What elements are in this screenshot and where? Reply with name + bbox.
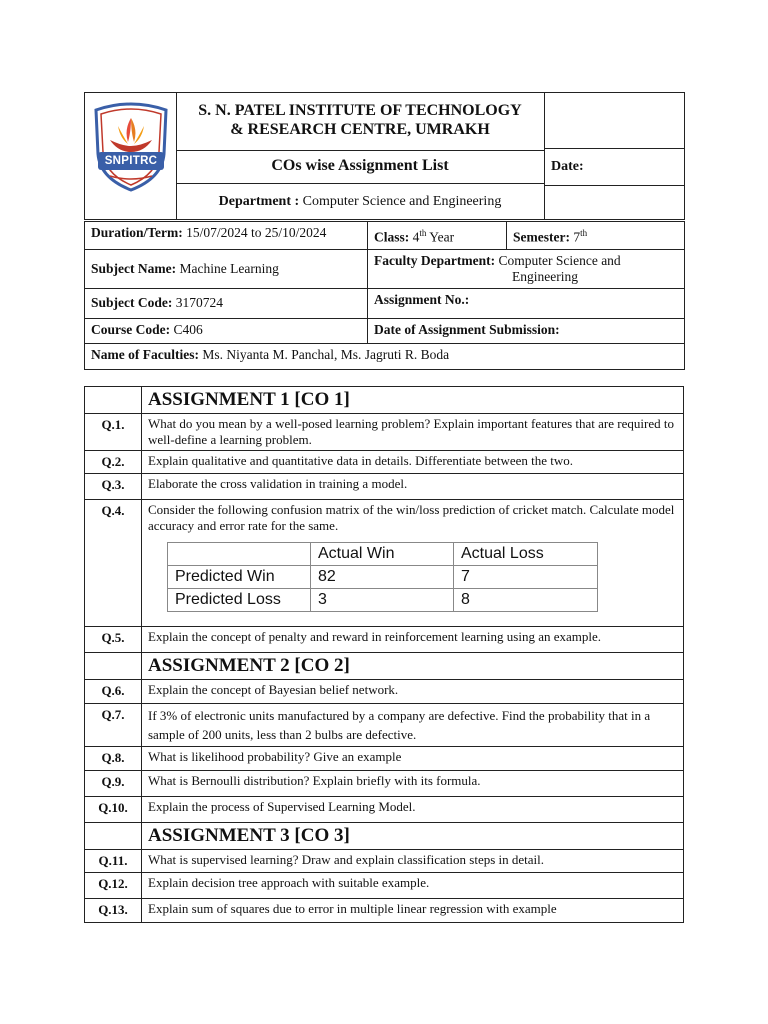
assignment-table xyxy=(84,386,684,923)
faculty-dept-label: Faculty Department: xyxy=(374,252,496,268)
duration-label: Duration/Term: xyxy=(91,225,183,240)
subject-name-cell xyxy=(85,249,368,288)
divider xyxy=(544,92,545,220)
question-text: What is Bernoulli distribution? Explain briefly with its formula. xyxy=(142,771,684,797)
question-text: Explain the concept of penalty and reward in reinforcement learning using an example. xyxy=(142,627,684,653)
question-number: Q.9. xyxy=(85,771,142,797)
subject-code-value: 3170724 xyxy=(175,295,223,310)
question-row xyxy=(85,899,684,923)
question-number: Q.5. xyxy=(85,627,142,653)
course-info-table xyxy=(84,221,685,370)
question-row xyxy=(85,451,684,474)
assignment-heading: ASSIGNMENT 2 [CO 2] xyxy=(142,653,684,680)
assignment-no-label: Assignment No.: xyxy=(374,291,470,307)
institute-name xyxy=(176,101,544,139)
duration-cell xyxy=(85,222,368,250)
question-text: What do you mean by a well-posed learning problem? Explain important features that are required to well-define a learning problem. xyxy=(142,414,684,451)
department-label: Department : xyxy=(218,194,300,209)
faculty-dept-cell xyxy=(368,249,685,288)
question-number: Q.7. xyxy=(85,704,142,747)
logo-text: SNPITRC xyxy=(104,155,158,167)
duration-value: 15/07/2024 to 25/10/2024 xyxy=(186,225,327,240)
divider xyxy=(544,185,685,186)
question-number: Q.6. xyxy=(85,680,142,704)
department-value: Computer Science and Engineering xyxy=(302,194,502,209)
question-text: Explain sum of squares due to error in multiple linear regression with example xyxy=(142,899,684,923)
question-text: Elaborate the cross validation in training a model. xyxy=(142,474,684,500)
faculties-label: Name of Faculties: xyxy=(91,346,199,362)
empty-cell xyxy=(85,387,142,414)
question-number: Q.12. xyxy=(85,873,142,899)
subject-code-label: Subject Code: xyxy=(91,295,173,310)
question-row xyxy=(85,627,684,653)
faculties-cell xyxy=(85,343,685,369)
question-number: Q.2. xyxy=(85,451,142,474)
empty-cell xyxy=(85,823,142,850)
question-row xyxy=(85,850,684,873)
class-sup: th xyxy=(419,228,427,238)
matrix-cell: 8 xyxy=(454,589,598,612)
question-text: If 3% of electronic units manufactured by a company are defective. Find the probability that in a sample of 200 units, less than 2 bulbs are defective. xyxy=(142,704,684,747)
page-title: COs wise Assignment List xyxy=(271,157,449,174)
question-text: Explain qualitative and quantitative data in details. Differentiate between the two. xyxy=(142,451,684,474)
question-row xyxy=(85,414,684,451)
question-number: Q.1. xyxy=(85,414,142,451)
matrix-row-header: Predicted Loss xyxy=(168,589,311,612)
question-text: Explain decision tree approach with suitable example. xyxy=(142,873,684,899)
department-line xyxy=(176,194,544,210)
course-code-label: Course Code: xyxy=(91,321,171,337)
institute-name-line1: S. N. PATEL INSTITUTE OF TECHNOLOGY xyxy=(198,102,522,119)
class-suffix: Year xyxy=(429,229,455,245)
question-number: Q.4. xyxy=(85,500,142,627)
faculty-dept-value-line2: Engineering xyxy=(512,268,578,284)
question-number: Q.8. xyxy=(85,747,142,771)
question-text: Explain the concept of Bayesian belief network. xyxy=(142,680,684,704)
question-text: Consider the following confusion matrix of the win/loss prediction of cricket match. Calculate model accuracy and error rate for the same. xyxy=(148,502,675,533)
semester-value: 7 xyxy=(573,229,581,245)
question-text: What is supervised learning? Draw and explain classification steps in detail. xyxy=(142,850,684,873)
institute-logo xyxy=(88,96,174,194)
course-code-cell xyxy=(85,318,368,343)
date-label: Date: xyxy=(551,159,584,174)
faculties-value: Ms. Niyanta M. Panchal, Ms. Jagruti R. Boda xyxy=(202,346,450,362)
divider xyxy=(176,150,544,151)
subject-name-value: Machine Learning xyxy=(179,260,279,276)
assignment-heading: ASSIGNMENT 3 [CO 3] xyxy=(142,823,684,850)
question-row xyxy=(85,500,684,627)
matrix-cell: 82 xyxy=(311,566,454,589)
matrix-col-header: Actual Loss xyxy=(454,543,598,566)
assignment-no-cell xyxy=(368,288,685,318)
class-cell xyxy=(368,222,507,250)
question-number: Q.10. xyxy=(85,797,142,823)
class-value: 4 xyxy=(412,229,420,245)
semester-cell xyxy=(507,222,685,250)
submission-date-label: Date of Assignment Submission: xyxy=(374,321,560,337)
empty-cell xyxy=(85,653,142,680)
question-text: Explain the process of Supervised Learning Model. xyxy=(142,797,684,823)
semester-label: Semester: xyxy=(513,229,570,245)
semester-sup: th xyxy=(580,228,588,238)
faculty-dept-value: Computer Science and xyxy=(498,252,621,268)
subject-code-cell xyxy=(85,288,368,318)
question-row xyxy=(85,474,684,500)
divider xyxy=(176,183,544,184)
question-row xyxy=(85,747,684,771)
question-row xyxy=(85,704,684,747)
matrix-cell: 3 xyxy=(311,589,454,612)
matrix-cell: 7 xyxy=(454,566,598,589)
question-cell xyxy=(142,500,684,627)
subject-name-label: Subject Name: xyxy=(91,260,177,276)
matrix-col-header: Actual Win xyxy=(311,543,454,566)
class-label: Class: xyxy=(374,229,410,245)
assignment-heading: ASSIGNMENT 1 [CO 1] xyxy=(142,387,684,414)
question-number: Q.3. xyxy=(85,474,142,500)
institute-name-line2: & RESEARCH CENTRE, UMRAKH xyxy=(230,121,490,138)
question-text: What is likelihood probability? Give an example xyxy=(142,747,684,771)
submission-date-cell xyxy=(368,318,685,343)
question-row xyxy=(85,680,684,704)
question-row xyxy=(85,797,684,823)
question-row xyxy=(85,873,684,899)
question-number: Q.13. xyxy=(85,899,142,923)
confusion-matrix xyxy=(167,542,598,612)
logo-emblem-icon xyxy=(88,96,174,194)
divider xyxy=(544,148,685,149)
question-row xyxy=(85,771,684,797)
matrix-row-header: Predicted Win xyxy=(168,566,311,589)
question-number: Q.11. xyxy=(85,850,142,873)
matrix-corner-cell xyxy=(168,543,311,566)
course-code-value: C406 xyxy=(173,321,203,337)
